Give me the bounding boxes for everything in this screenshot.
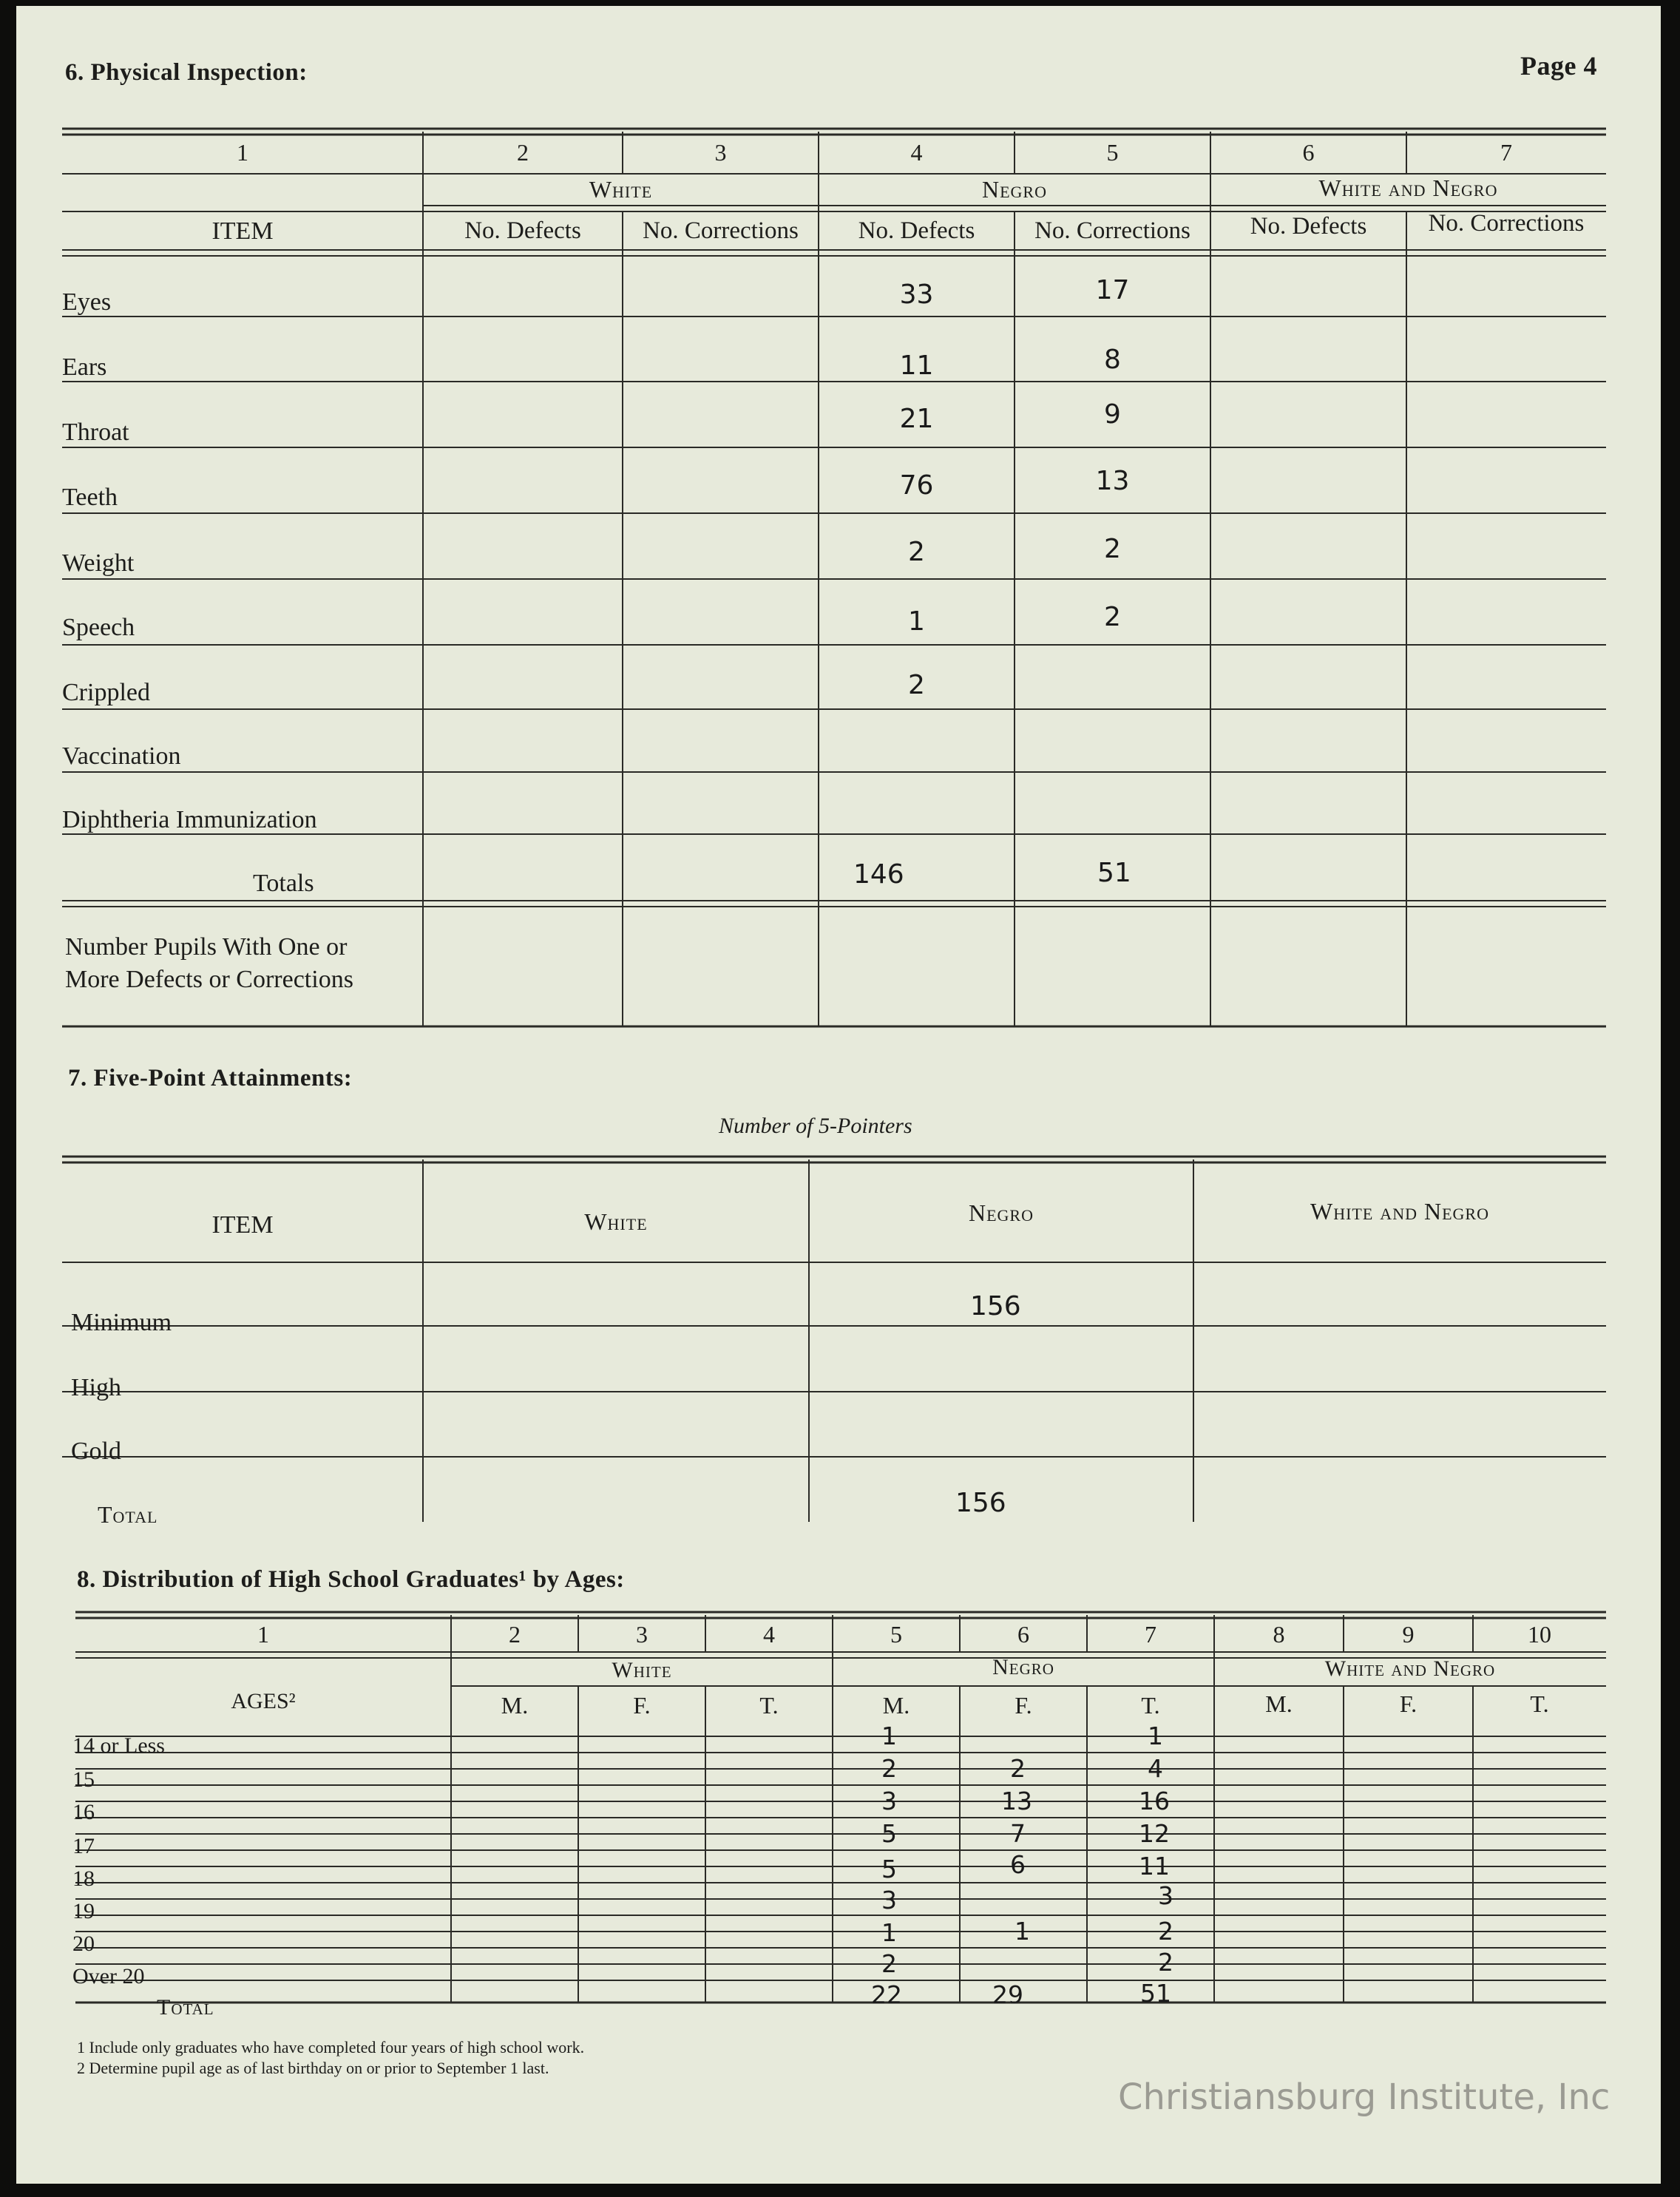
row-label: Throat — [62, 419, 129, 446]
negro-m-value: 3 — [881, 1886, 897, 1915]
col-number: 3 — [714, 139, 727, 166]
group-header-white: White — [589, 176, 653, 203]
sub-header-t: T. — [759, 1692, 779, 1719]
form-page — [16, 6, 1661, 2184]
sub-header-corrections: No. Corrections — [1428, 210, 1585, 237]
negro-corrections-value: 9 — [1104, 399, 1121, 430]
negro-t-value: 3 — [1158, 1881, 1173, 1910]
age-label: 19 — [72, 1899, 95, 1923]
col-number: 6 — [1017, 1621, 1029, 1648]
total-label: Total — [98, 1501, 158, 1528]
pupils-with-defects-label: More Defects or Corrections — [65, 966, 353, 993]
sub-header-corrections: No. Corrections — [643, 217, 799, 244]
item-header: ITEM — [211, 1211, 274, 1239]
negro-five-pointers-value: 156 — [970, 1291, 1021, 1321]
sub-header-defects: No. Defects — [858, 217, 975, 244]
row-label: High — [71, 1374, 121, 1401]
col-number: 1 — [237, 139, 248, 166]
col-number: 3 — [636, 1621, 648, 1648]
sub-header-m: M. — [882, 1692, 910, 1719]
row-label: Teeth — [62, 484, 118, 511]
footnote: 1 Include only graduates who have completed four years of high school work. — [77, 2038, 585, 2056]
negro-t-value: 1 — [1148, 1722, 1163, 1750]
age-label: 14 or Less — [72, 1733, 165, 1758]
sub-header-f: F. — [1015, 1692, 1032, 1719]
section-7-title: 7. Five-Point Attainments: — [68, 1065, 353, 1091]
watermark: Christiansburg Institute, Inc — [1118, 2076, 1610, 2118]
col-number: 9 — [1402, 1621, 1415, 1648]
col-number: 4 — [910, 139, 923, 166]
footnote: 2 Determine pupil age as of last birthday on or prior to September 1 last. — [77, 2059, 549, 2077]
col-number: 1 — [257, 1621, 269, 1648]
totals-label: Totals — [253, 870, 314, 897]
negro-f-value: 13 — [1001, 1787, 1032, 1815]
row-label: Minimum — [71, 1309, 172, 1336]
age-label: 17 — [72, 1834, 95, 1858]
five-pointers-caption: Number of 5-Pointers — [719, 1114, 912, 1138]
pupils-with-defects-label: Number Pupils With One or — [65, 933, 348, 961]
group-header-white: White — [612, 1658, 672, 1682]
col-number: 2 — [509, 1621, 521, 1648]
col-number: 2 — [517, 139, 529, 166]
sub-header-t: T. — [1530, 1690, 1549, 1717]
negro-corrections-value: 17 — [1095, 275, 1130, 305]
negro-corrections-total: 51 — [1097, 858, 1131, 888]
negro-corrections-value: 2 — [1104, 602, 1121, 632]
sub-header-t: T. — [1141, 1692, 1160, 1719]
negro-defects-value: 33 — [899, 280, 934, 310]
group-header-negro: Negro — [982, 176, 1047, 203]
negro-defects-total: 146 — [853, 859, 904, 890]
sub-header-f: F. — [1399, 1690, 1418, 1717]
sub-header-m: M. — [501, 1692, 529, 1719]
negro-m-value: 1 — [881, 1722, 897, 1750]
sub-header-f: F. — [633, 1692, 651, 1719]
negro-defects-value: 2 — [908, 537, 925, 567]
negro-m-value: 3 — [881, 1787, 897, 1815]
section-8-title: 8. Distribution of High School Graduates¹ by Ages: — [77, 1566, 625, 1593]
row-label: Ears — [62, 353, 107, 381]
col-number: 8 — [1273, 1621, 1285, 1648]
negro-f-total: 29 — [992, 1980, 1023, 2009]
page-number: Page 4 — [1520, 51, 1597, 81]
age-label: 15 — [72, 1767, 95, 1792]
group-header-negro: Negro — [992, 1655, 1054, 1679]
row-label: Eyes — [62, 288, 112, 316]
negro-t-value: 4 — [1148, 1754, 1163, 1783]
group-header-negro: Negro — [969, 1199, 1034, 1226]
group-header-white-and-negro: White and Negro — [1318, 175, 1498, 201]
age-label: 18 — [72, 1866, 95, 1891]
col-number: 5 — [1106, 139, 1119, 166]
row-label: Diphtheria Immunization — [62, 806, 317, 833]
negro-f-value: 2 — [1010, 1754, 1026, 1783]
group-header-white: White — [584, 1208, 648, 1235]
ages-header: AGES² — [231, 1689, 296, 1713]
col-number: 4 — [763, 1621, 775, 1648]
row-label: Gold — [71, 1438, 121, 1465]
negro-defects-value: 1 — [908, 606, 925, 637]
row-label: Speech — [62, 614, 135, 641]
negro-t-value: 12 — [1139, 1819, 1170, 1848]
negro-m-total: 22 — [871, 1980, 902, 2009]
negro-corrections-value: 8 — [1104, 345, 1121, 375]
negro-t-total: 51 — [1140, 1979, 1171, 2008]
table-rulings — [16, 6, 1661, 2184]
item-header: ITEM — [211, 217, 274, 245]
negro-m-value: 2 — [881, 1754, 897, 1783]
row-label: Vaccination — [62, 742, 181, 770]
total-label: Total — [157, 1995, 214, 2020]
negro-corrections-value: 13 — [1095, 466, 1130, 496]
negro-f-value: 7 — [1010, 1819, 1026, 1848]
negro-t-value: 11 — [1139, 1852, 1170, 1881]
negro-defects-value: 21 — [899, 404, 934, 434]
sub-header-corrections: No. Corrections — [1034, 217, 1190, 244]
negro-defects-value: 76 — [899, 470, 934, 501]
negro-m-value: 2 — [881, 1949, 897, 1978]
group-header-white-and-negro: White and Negro — [1310, 1198, 1489, 1225]
negro-f-value: 1 — [1015, 1917, 1030, 1946]
sub-header-defects: No. Defects — [1250, 213, 1367, 240]
negro-m-value: 5 — [881, 1819, 897, 1848]
negro-five-pointers-total: 156 — [955, 1488, 1006, 1518]
col-number: 5 — [890, 1621, 902, 1648]
col-number: 10 — [1528, 1621, 1551, 1648]
col-number: 7 — [1500, 139, 1512, 166]
sub-header-m: M. — [1265, 1690, 1293, 1717]
negro-t-value: 2 — [1158, 1917, 1173, 1946]
row-label: Crippled — [62, 679, 150, 706]
negro-m-value: 1 — [881, 1918, 897, 1947]
negro-t-value: 16 — [1139, 1787, 1170, 1815]
age-label: 20 — [72, 1932, 95, 1956]
section-6-title: 6. Physical Inspection: — [65, 59, 308, 86]
age-label: Over 20 — [72, 1964, 145, 1988]
sub-header-defects: No. Defects — [464, 217, 581, 244]
negro-t-value: 2 — [1158, 1948, 1173, 1977]
row-label: Weight — [62, 549, 135, 577]
negro-defects-value: 11 — [899, 351, 934, 381]
col-number: 7 — [1145, 1621, 1156, 1648]
negro-m-value: 5 — [881, 1855, 897, 1883]
age-label: 16 — [72, 1800, 95, 1824]
col-number: 6 — [1302, 139, 1315, 166]
group-header-white-and-negro: White and Negro — [1324, 1656, 1496, 1681]
negro-f-value: 6 — [1010, 1850, 1026, 1879]
negro-corrections-value: 2 — [1104, 534, 1121, 564]
negro-defects-value: 2 — [908, 670, 925, 700]
